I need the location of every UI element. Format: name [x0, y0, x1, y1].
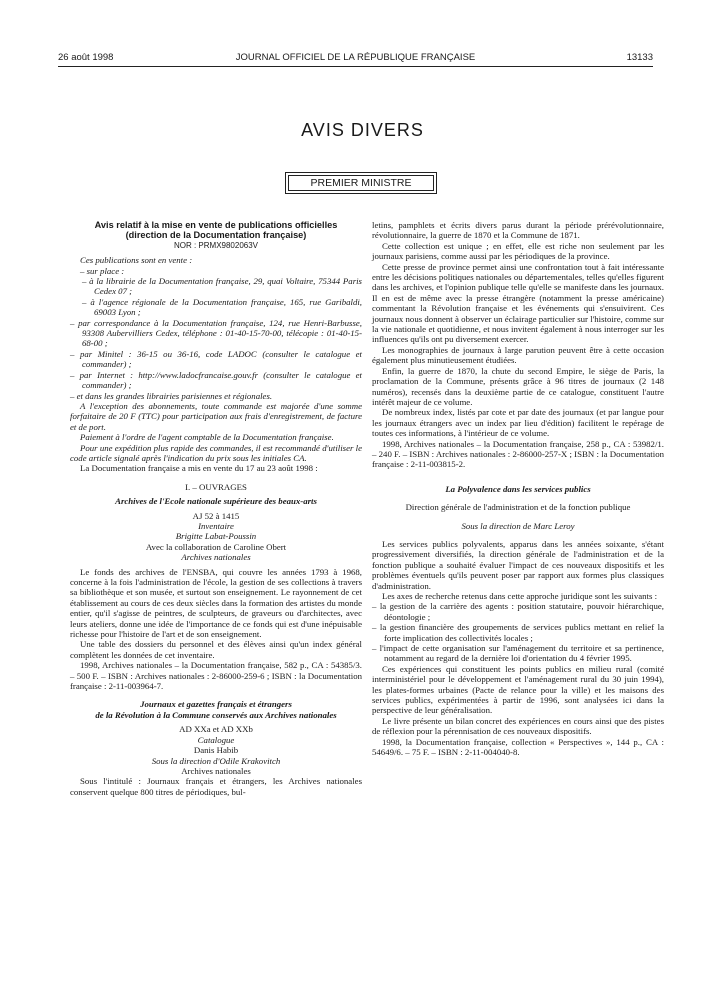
book-author: Danis Habib [193, 745, 239, 756]
paragraph: Une table des dossiers du personnel et des élèves ainsi qu'un index général complètent les données de cet inventaire. [70, 639, 362, 660]
section-box [285, 172, 437, 194]
bibliographic-reference: 1998, la Documentation française, collection « Perspectives », 144 p., CA : 54649/6. – 75 F. – ISBN : 2-11-004040-8. [372, 736, 664, 758]
book-type: Catalogue [197, 734, 235, 745]
left-column [70, 220, 362, 797]
header-journal-title: JOURNAL OFFICIEL DE LA RÉPUBLIQUE FRANÇAISE [235, 52, 476, 63]
page-header [58, 52, 653, 66]
paragraph: Le fonds des archives de l'ENSBA, qui couvre les années 1793 à 1968, concerne à la fois l'administration de l'école, la gestion de ses collections à travers sa bibliothèque et son musée, et surtout son enseignement. Le rayonnement de cet établissement au cours de ces deux siècles dans la formation des artistes du monde entier, qu'il s'agisse de peintres, de sculpteurs, de graveurs ou d'architectes, avec leurs ateliers, donne une idée de l'importance de ce fonds qui est d'une inépuisable richesse pour l'histoire de l'art et de son enseignement. [70, 566, 362, 640]
list-item: – par Minitel : 36-15 ou 36-16, code LADOC (consulter le catalogue et commander) ; [70, 348, 362, 370]
list-item: – la gestion de la carrière des agents : position statutaire, pouvoir hiérarchique, déontologie ; [372, 601, 664, 622]
book-author: Brigitte Labat-Poussin [175, 531, 257, 542]
book-reference: AD XXa et AD XXb [179, 724, 253, 735]
book-collaboration: Avec la collaboration de Caroline Obert [145, 541, 287, 552]
list-item: – par correspondance à la Documentation française, 124, rue Henri-Barbusse, 93308 Aubervilliers Cedex, téléphone : 01-40-15-70-00, télécopie : 01-40-15-68-00 ; [70, 317, 362, 349]
book-direction: Sous la direction d'Odile Krakovitch [151, 755, 281, 766]
paragraph: Les monographies de journaux à large parution peuvent être à cette occasion également plus minutieusement étudiées. [372, 344, 664, 366]
right-column [372, 220, 664, 758]
book-publisher: Archives nationales [181, 765, 251, 776]
header-page-number: 13133 [626, 52, 653, 63]
book-title: Archives de l'Ecole nationale supérieure des beaux-arts [115, 496, 317, 507]
paragraph: – sur place : [80, 265, 125, 276]
paragraph: Ces publications sont en vente : [80, 255, 193, 266]
book-direction: Sous la direction de Marc Leroy [461, 520, 575, 531]
paragraph: De nombreux index, listés par cote et par date des journaux (et par langue pour les journaux étrangers avec un index par lieu d'édition) facilitent le repérage de toutes ces informations, à l'intérieur de ce volume. [372, 407, 664, 439]
book-title: La Polyvalence dans les services publics [445, 483, 591, 494]
page-title: AVIS DIVERS [301, 120, 424, 140]
paragraph: A l'exception des abonnements, toute commande est majorée d'une somme forfaitaire de 20 F (TTC) pour participation aux frais d'enregistrement, de facture et de port. [70, 400, 362, 432]
list-item: – à l'agence régionale de la Documentation française, 165, rue Garibaldi, 69003 Lyon ; [82, 296, 362, 318]
bibliographic-reference: 1998, Archives nationales – la Documentation française, 258 p., CA : 53982/1. – 240 F. – ISBN : Archives nationales : 2-86000-257-X ; ISBN : la Documentation française : 2-11-003815-2. [372, 438, 664, 470]
book-publisher: Direction générale de l'administration et de la fonction publique [405, 502, 631, 513]
book-title: Journaux et gazettes français et étrangers [140, 699, 292, 710]
paragraph: La Documentation française a mis en vente du 17 au 23 août 1998 : [80, 463, 318, 474]
header-rule [58, 66, 653, 67]
paragraph: Les services publics polyvalents, apparus dans les années soixante, s'étant progressivement diversifiés, la direction générale de l'administration et de la fonction publique a souhaité évaluer l'impact de ces nouveaux dispositifs et les problèmes éventuels qu'ils peuvent poser par rapport aux formes plus classiques d'administration. [372, 538, 664, 591]
notice-subheading: (direction de la Documentation française) [125, 230, 307, 241]
header-date: 26 août 1998 [58, 52, 114, 63]
list-item: – la gestion financière des groupements de services publics mettant en relief la forte implication des collectivités locales ; [372, 622, 664, 643]
notice-heading: Avis relatif à la mise en vente de publications officielles [94, 220, 338, 230]
list-item: – par Internet : http://www.ladocfrancaise.gouv.fr (consulter le catalogue et commander) ; [70, 369, 362, 391]
book-publisher: Archives nationales [181, 552, 251, 563]
section-heading: I. – OUVRAGES [185, 481, 247, 492]
list-item: – et dans les grandes librairies parisiennes et régionales. [70, 390, 273, 401]
section-box-label: PREMIER MINISTRE [288, 175, 434, 191]
paragraph: Enfin, la guerre de 1870, la chute du second Empire, le siège de Paris, la proclamation de la Commune, présents grâce à 96 titres de journaux (2 148 numéros), recensés dans la deuxième partie de ce catalogue, constituent l'autre intérêt majeur de ce volume. [372, 365, 664, 407]
paragraph: Cette collection est unique ; en effet, elle est riche non seulement par les journaux parisiens, comme aussi par les périodiques de la province. [372, 240, 664, 262]
list-item: – à la librairie de la Documentation française, 29, quai Voltaire, 75344 Paris Cedex 07 ; [82, 276, 362, 297]
paragraph: Sous l'intitulé : Journaux français et étrangers, les Archives nationales conservent quelque 800 titres de périodiques, bul- [70, 776, 362, 797]
book-title-continued: de la Révolution à la Commune conservés aux Archives nationales [95, 709, 337, 720]
paragraph: letins, pamphlets et écrits divers parus durant la période prérévolutionnaire, révolutionnaire, la guerre de 1870 et la Commune de 1871. [372, 220, 664, 241]
paragraph: Cette presse de province permet ainsi une confrontation tout à fait intéressante entre les décisions politiques nationales ou départementales, telles qu'elles figurent dans les archives, et l'opinion publique telle qu'elle se manifeste dans les journaux. Il en est de même avec la presse étrangère (notamment la presse américaine) commentant la Révolution française et les événements qui s'ensuivirent. Ces journaux nous donnent à observer un éclairage particulier sur l'histoire, comme sur la vie nationale et quotidienne, et nous invitent également à nous interroger sur les influences qu'ils ont pu diversement exercer. [372, 261, 664, 345]
paragraph: Pour une expédition plus rapide des commandes, il est recommandé d'utiliser le code article signalé après l'indication du prix sous les initiales CA. [70, 442, 362, 463]
book-reference: AJ 52 à 1415 [192, 510, 240, 521]
paragraph: Ces expériences qui constituent les points publics en milieu rural (comité interministériel pour le développement et l'aménagement rural du 30 juin 1994), les plates-formes urbaines (Pacte de relance pour la ville) et les maisons des services publics, expérimentées à partir de 1996, sont analysées ici dans la perspective de leur généralisation. [372, 663, 664, 716]
paragraph: Les axes de recherche retenus dans cette approche juridique sont les suivants : [382, 591, 658, 601]
paragraph: Le livre présente un bilan concret des expériences en cours ainsi que des pistes de réflexion pour la pérennisation de ces nouveaux dispositifs. [372, 715, 664, 737]
nor-reference: NOR : PRMX9802063V [173, 240, 259, 250]
book-type: Inventaire [198, 520, 234, 531]
list-item: – l'impact de cette organisation sur l'aménagement du territoire et sa pertinence, notamment au regard de la dernière loi d'orientation du 4 février 1995. [372, 643, 664, 664]
paragraph: Paiement à l'ordre de l'agent comptable de la Documentation française. [80, 432, 334, 443]
bibliographic-reference: 1998, Archives nationales – la Documentation française, 582 p., CA : 54385/3. – 500 F. – ISBN : Archives nationales : 2-86000-259-6 ; ISBN : la Documentation française : 2-11-003964-7. [70, 660, 362, 692]
